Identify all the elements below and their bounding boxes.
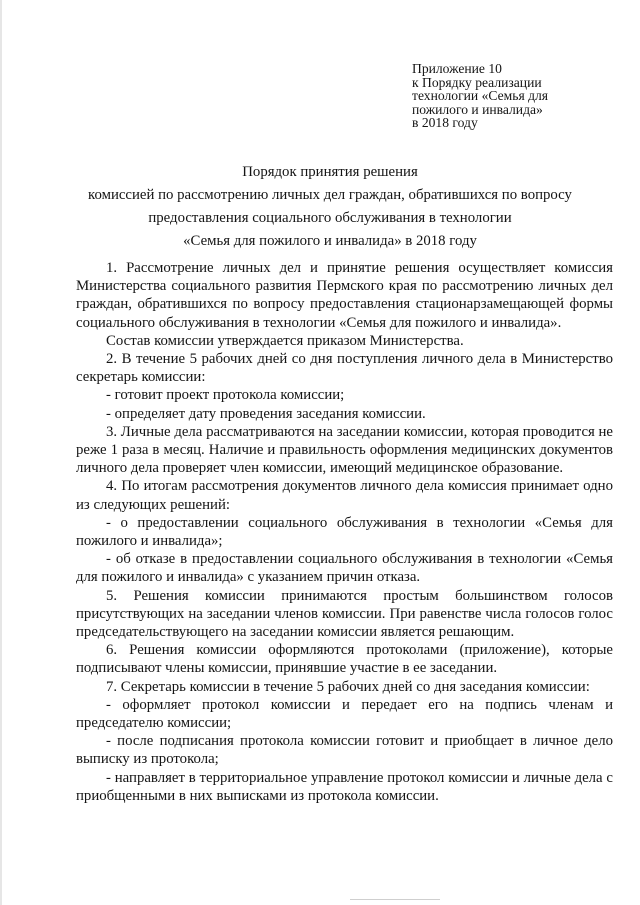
paragraph: 5. Решения комиссии принимаются простым большинством голосов присутствующих на заседании членов комиссии. При равенстве числа голосов голос председательствующего на заседании комиссии является решающим. (76, 587, 613, 641)
appendix-line: технологии «Семья для (412, 88, 549, 103)
list-item: - направляет в территориальное управление протокол комиссии и личные дела с приобщенными в них выписками из протокола комиссии. (76, 769, 613, 804)
list-item: - об отказе в предоставлении социального обслуживания в технологии «Семья для пожилого и инвалида» с указанием причин отказа. (76, 551, 613, 586)
appendix-line: Приложение 10 (412, 61, 502, 76)
list-item: - оформляет протокол комиссии и передает его на подпись членам и председателю комиссии; (76, 696, 613, 732)
paragraph: 1. Рассмотрение личных дел и принятие решения осуществляет комиссия Министерства социального развития Пермского края по рассмотрению личных дел граждан, обратившихся по вопросу предоставления стационарзамещающей формы социального обслуживания в технологии «Семья для пожилого и инвалида». (76, 260, 613, 331)
paragraph: 2. В течение 5 рабочих дней со дня поступления личного дела в Министерство секретарь комиссии: (76, 351, 613, 386)
paragraph: 3. Личные дела рассматриваются на заседании комиссии, которая проводится не реже 1 раза в месяц. Наличие и правильность оформления медицинских документов личного дела проверяет член комиссии, имеющий медицинское образование. (76, 423, 614, 477)
list-item: - о предоставлении социального обслуживания в технологии «Семья для пожилого и инвалида»; (76, 514, 613, 550)
title-line: предоставления социального обслуживания в технологии (148, 210, 512, 226)
list-item: - определяет дату проведения заседания комиссии. (106, 405, 426, 422)
paragraph: 4. По итогам рассмотрения документов личного дела комиссия принимает одно из следующих решений: (76, 478, 613, 513)
document-title (60, 161, 600, 253)
appendix-line: в 2018 году (412, 115, 478, 130)
paragraph: Состав комиссии утверждается приказом Министерства. (106, 332, 464, 349)
paragraph: 6. Решения комиссии оформляются протоколами (приложение), которые подписывают члены комиссии, принявшие участие в ее заседании. (76, 642, 613, 677)
list-item: - готовит проект протокола комиссии; (106, 387, 345, 404)
appendix-line: пожилого и инвалида» (412, 101, 543, 117)
title-line: «Семья для пожилого и инвалида» в 2018 году (183, 233, 477, 249)
appendix-line: к Порядку реализации (412, 74, 542, 90)
title-line: комиссией по рассмотрению личных дел граждан, обратившихся по вопросу (88, 187, 572, 203)
list-item: - после подписания протокола комиссии готовит и приобщает в личное дело выписку из протокола; (76, 733, 613, 768)
scan-edge (0, 0, 2, 905)
appendix-note (412, 62, 548, 130)
scan-artifact (350, 899, 440, 900)
document-body (76, 259, 613, 805)
title-line: Порядок принятия решения (242, 164, 418, 180)
paragraph: 7. Секретарь комиссии в течение 5 рабочих дней со дня заседания комиссии: (106, 678, 590, 695)
